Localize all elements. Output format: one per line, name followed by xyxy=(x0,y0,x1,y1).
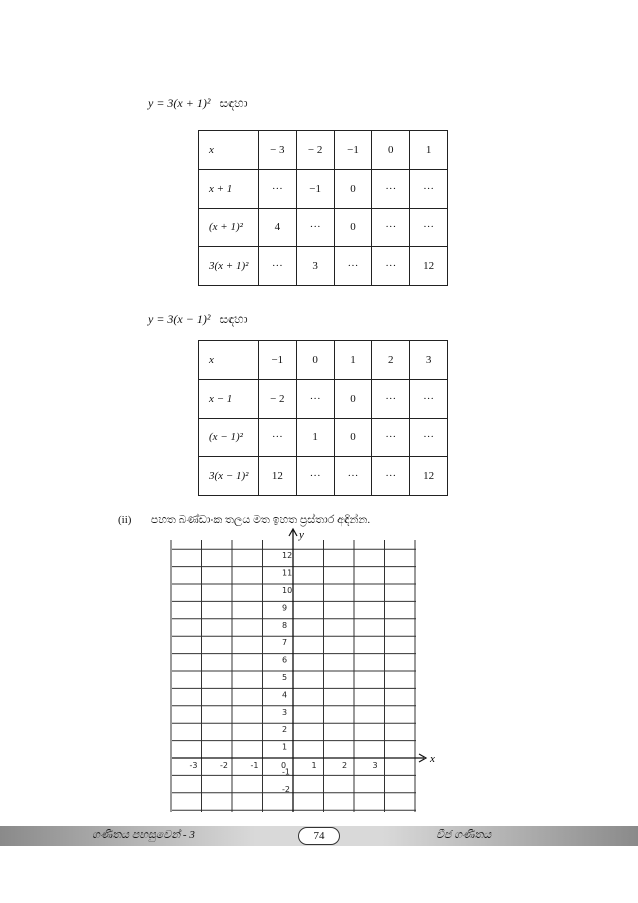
table-cell: 12 xyxy=(258,457,296,496)
y-tick-label: 7 xyxy=(282,638,288,648)
table-cell: ··· xyxy=(296,457,334,496)
table-cell: 0 xyxy=(296,341,334,380)
equation-1-label: සඳහා xyxy=(219,96,248,110)
row-header: (x + 1)² xyxy=(199,208,259,247)
table-cell: 0 xyxy=(334,169,372,208)
table-cell: ··· xyxy=(372,457,410,496)
row-header: (x − 1)² xyxy=(199,418,259,457)
question-text: පහත බණ්ඩාංක තලය මත ඉහත ප්‍රස්තාර අඳින්න. xyxy=(150,514,371,526)
table-cell: 0 xyxy=(334,418,372,457)
table-cell: 1 xyxy=(410,131,448,170)
table-cell: 3 xyxy=(296,247,334,286)
table-cell: −1 xyxy=(258,341,296,380)
row-header: 3(x − 1)² xyxy=(199,457,259,496)
x-tick-label: 1 xyxy=(311,761,317,770)
table-cell: 4 xyxy=(258,208,296,247)
x-tick-label: 2 xyxy=(342,761,348,770)
table-cell: −1 xyxy=(334,131,372,170)
table-cell: − 2 xyxy=(258,379,296,418)
x-tick-label: 3 xyxy=(372,761,378,770)
y-tick-label: 11 xyxy=(282,568,293,578)
table-cell: 12 xyxy=(410,457,448,496)
table-cell: 2 xyxy=(372,341,410,380)
table-cell: ··· xyxy=(258,247,296,286)
row-header: x xyxy=(199,341,259,380)
table-cell: 12 xyxy=(410,247,448,286)
x-axis-label: x xyxy=(430,753,435,765)
table-cell: ··· xyxy=(296,208,334,247)
x-tick-label: -1 xyxy=(250,761,259,770)
table-cell: ··· xyxy=(372,247,410,286)
row-header: x − 1 xyxy=(199,379,259,418)
table-cell: 0 xyxy=(334,208,372,247)
y-tick-label: 1 xyxy=(282,742,288,752)
y-tick-label: -2 xyxy=(282,784,290,794)
y-tick-label: 3 xyxy=(282,707,288,717)
y-axis-label: y xyxy=(299,529,304,541)
table-cell: 1 xyxy=(296,418,334,457)
y-tick-label: 4 xyxy=(282,690,288,700)
table-cell: ··· xyxy=(296,379,334,418)
row-header: 3(x + 1)² xyxy=(199,247,259,286)
x-tick-label: -3 xyxy=(189,761,198,770)
table-cell: 3 xyxy=(410,341,448,380)
table-cell: ··· xyxy=(410,208,448,247)
table-cell: − 2 xyxy=(296,131,334,170)
y-tick-label: 6 xyxy=(282,655,288,665)
row-header: x + 1 xyxy=(199,169,259,208)
question-number: (ii) xyxy=(118,514,132,526)
equation-1: y = 3(x + 1)² xyxy=(148,96,211,110)
y-tick-label: 2 xyxy=(282,725,288,735)
y-tick-label: 9 xyxy=(282,603,288,613)
table-cell: ··· xyxy=(372,418,410,457)
table-cell: 0 xyxy=(334,379,372,418)
y-tick-label: 5 xyxy=(282,673,288,682)
row-header: x xyxy=(199,131,259,170)
table-cell: 1 xyxy=(334,341,372,380)
y-tick-label: 8 xyxy=(282,620,288,630)
footer-chapter-title: වීජ ගණිතය xyxy=(436,829,492,841)
table-cell: ··· xyxy=(372,379,410,418)
page-number: 74 xyxy=(298,827,340,845)
table-cell: ··· xyxy=(372,169,410,208)
table-cell: − 3 xyxy=(258,131,296,170)
table-cell: ··· xyxy=(372,208,410,247)
table-cell: ··· xyxy=(410,169,448,208)
page-footer xyxy=(0,826,638,846)
y-tick-label: -1 xyxy=(282,767,290,777)
footer-book-title: ගණිතය පහසුවෙන් - 3 xyxy=(92,829,195,841)
table-cell: 0 xyxy=(372,131,410,170)
equation-2-label: සඳහා xyxy=(219,312,248,326)
y-tick-label: 12 xyxy=(282,551,293,561)
y-tick-label: 10 xyxy=(282,586,293,595)
table-cell: ··· xyxy=(334,247,372,286)
table-cell: ··· xyxy=(258,418,296,457)
x-tick-label: -2 xyxy=(220,761,228,770)
equation-2: y = 3(x − 1)² xyxy=(148,312,211,326)
table-cell: ··· xyxy=(410,379,448,418)
table-cell: ··· xyxy=(334,457,372,496)
table-cell: ··· xyxy=(258,169,296,208)
table-cell: −1 xyxy=(296,169,334,208)
table-cell: ··· xyxy=(410,418,448,457)
x-tick-label: 0 xyxy=(281,761,287,770)
